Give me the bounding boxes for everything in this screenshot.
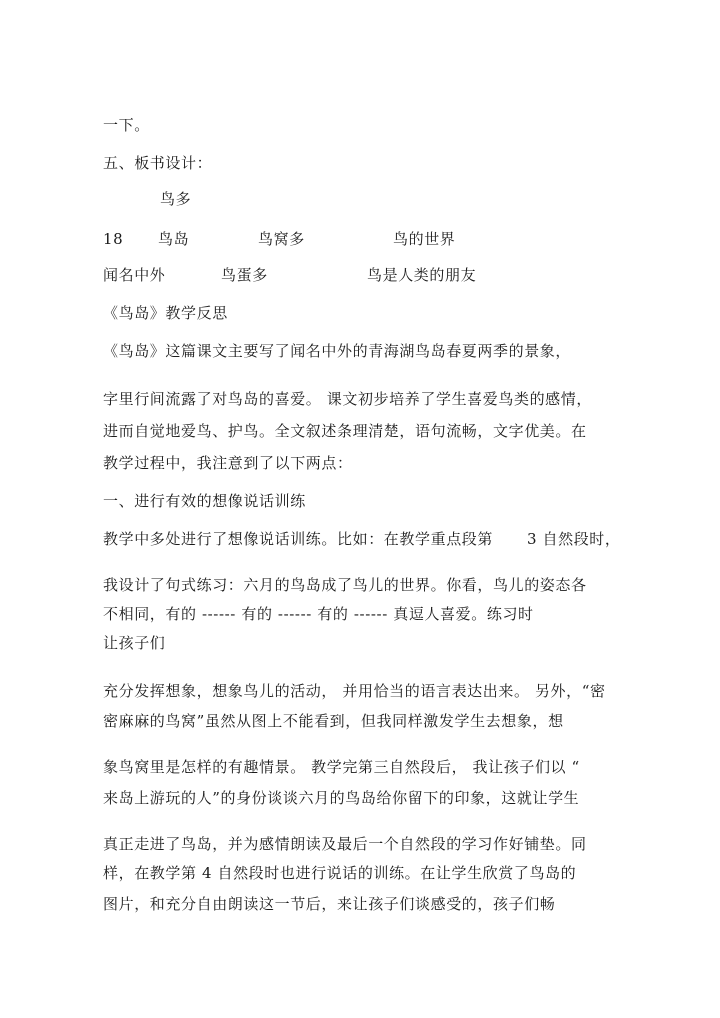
text-line: 不相同，有的 ------ 有的 ------ 有的 ------ 真逗人喜爱。练习时 xyxy=(103,605,534,623)
text-line: 一下。 xyxy=(103,116,150,134)
text-line: 《鸟岛》这篇课文主要写了闻名中外的青海湖鸟岛春夏两季的景象， xyxy=(103,342,572,360)
text-line: 象鸟窝里是怎样的有趣情景。 教学完第三自然段后， 我让孩子们以 “ xyxy=(103,758,580,776)
text-line: 我设计了句式练习：六月的鸟岛成了鸟儿的世界。你看，鸟儿的姿态各 xyxy=(103,576,587,594)
text-line-end: 3 自然段时， xyxy=(527,530,621,548)
board-cell: 18 xyxy=(103,230,124,248)
section-heading: 五、板书设计： xyxy=(103,154,213,172)
board-cell: 闻名中外 xyxy=(103,266,166,284)
board-cell: 鸟蛋多 xyxy=(221,266,268,284)
section-heading: 一、进行有效的想像说话训练 xyxy=(103,492,306,510)
text-line: 字里行间流露了对鸟岛的喜爱。 课文初步培养了学生喜爱鸟类的感情， xyxy=(103,390,592,408)
board-cell: 鸟岛 xyxy=(158,230,190,248)
text-line: 来岛上游玩的人”的身份谈谈六月的鸟岛给你留下的印象，这就让学生 xyxy=(103,789,580,807)
text-line: 教学过程中，我注意到了以下两点： xyxy=(103,454,353,472)
text-line: 真正走进了鸟岛，并为感情朗读及最后一个自然段的学习作好铺垫。同 xyxy=(103,835,587,853)
text-line: 充分发挥想象，想象鸟儿的活动， 并用恰当的语言表达出来。 另外，“密 xyxy=(103,682,606,700)
board-cell: 鸟窝多 xyxy=(258,230,305,248)
reflection-title: 《鸟岛》教学反思 xyxy=(103,304,228,322)
text-line: 进而自觉地爱鸟、护鸟。全文叙述条理清楚，语句流畅，文字优美。在 xyxy=(103,422,587,440)
text-line: 密麻麻的鸟窝”虽然从图上不能看到，但我同样激发学生去想象，想 xyxy=(103,712,564,730)
text-line: 样，在教学第 4 自然段时也进行说话的训练。在让学生欣赏了鸟岛的 xyxy=(103,864,577,882)
board-cell: 鸟是人类的朋友 xyxy=(367,266,477,284)
board-cell: 鸟多 xyxy=(160,190,192,208)
text-line: 图片，和充分自由朗读这一节后，来让孩子们谈感受的，孩子们畅 xyxy=(103,895,556,913)
text-line: 教学中多处进行了想像说话训练。比如：在教学重点段第 xyxy=(103,530,494,548)
text-line: 让孩子们 xyxy=(103,634,166,652)
board-cell: 鸟的世界 xyxy=(393,230,456,248)
